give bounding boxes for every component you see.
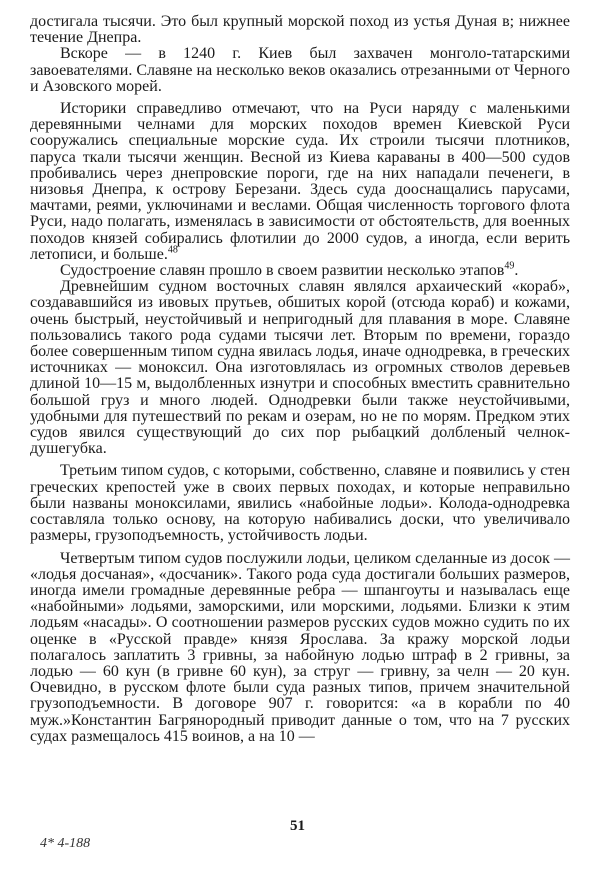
paragraph-7: Четвертым типом судов послужили лодьи, целиком сделанные из досок — «лодья досчаная», «досчаник». Такого рода суда достигали больших размеров, иногда имели громадные деревянные ребра — шпангоуты и называлась еще «набойными» лодьями, заморскими, или морскими, лодьями. Близки к этим лодьям «насады». О соотношении размеров русских судов можно судить по их оценке в «Русской правде» князя Ярослава. За кражу морской лодьи полагалось заплатить 3 гривны, за набойную лодью штраф в 2 гривны, за лодью — 60 кун (в гривне 60 кун), за струг — гривну, за челн — 20 кун. Очевидно, в русском флоте были суда разных типов, причем значительной грузоподъемности. В договоре 907 г. говорится: «а в корабли по 40 муж.»Константин Багрянородный приводит данные о том, что на 7 русских судах размещалось 415 воинов, а на 10 — bbox=[30, 549, 570, 745]
paragraph-6: Третьим типом судов, с которыми, собственно, славяне и появились у стен греческих крепостей уже в своих первых походах, и которые неправильно были названы моноксилами, явились «набойные лодьи». Колода-однодревка составляла только основу, на которую набивались доски, что увеличивало размеры, грузоподъемность, устойчивость лодьи. bbox=[30, 462, 570, 545]
paragraph-3: Историки справедливо отмечают, что на Руси наряду с маленькими деревянными челнами для морских походов времен Киевской Руси сооружались специальные морские суда. Их строили тысячи плотников, паруса ткали тысячи женщин. Весной из Киева караваны в 400—500 судов пробивались через днепровские пороги, где на них нападали печенеги, в низовья Днепра, к острову Березани. Здесь суда дооснащались парусами, мачтами, реями, уключинами и веслами. Общая численность торгового флота Руси, надо полагать, изменялась в зависимости от обстоятельств, для военных походов князей собирались флотилии до 2000 судов, а иногда, если верить летописи, и больше.$^{48}$ bbox=[30, 100, 570, 263]
footnote-ref-49: 49 bbox=[504, 260, 515, 272]
paragraph-2: Вскоре — в 1240 г. Киев был захвачен монголо-татарскими завоевателями. Славяне на несколько веков оказались отрезанными от Черного и Азовского морей. bbox=[30, 45, 570, 95]
footnote-ref-48: 48 bbox=[167, 244, 178, 256]
page-number: 51 bbox=[290, 818, 305, 834]
paragraph-1: достигала тысячи. Это был крупный морской поход из устья Дуная в; нижнее течение Днепра. bbox=[30, 13, 570, 47]
paragraph-4: Судостроение славян прошло в своем развитии несколько этапов$^{49}$. bbox=[60, 260, 519, 280]
page-body-text bbox=[30, 14, 570, 745]
signature-mark: 4* 4-188 bbox=[40, 836, 91, 851]
paragraph-5: Древнейшим судном восточных славян являлся архаический «кораб», создававшийся из ивовых прутьев, обшитых корой (отсюда кораб) и кожами, очень быстрый, неустойчивый и непригодный для плавания в море. Славяне пользовались такого рода судами тысячи лет. Вторым по времени, гораздо более совершенным типом судна явилась лодья, иначе однодревка, в греческих источниках — моноксил. Она изготовлялась из огромных стволов деревьев длиной 10—15 м, выдолбленных изнутри и способных вместить сравнительно большой груз и много людей. Однодревки были также неустойчивыми, удобными для путешествий по рекам и озерам, но не по морям. Предком этих судов явился существующий до сих пор рыбацкий долбленый челнок-душегубка. bbox=[30, 278, 570, 458]
